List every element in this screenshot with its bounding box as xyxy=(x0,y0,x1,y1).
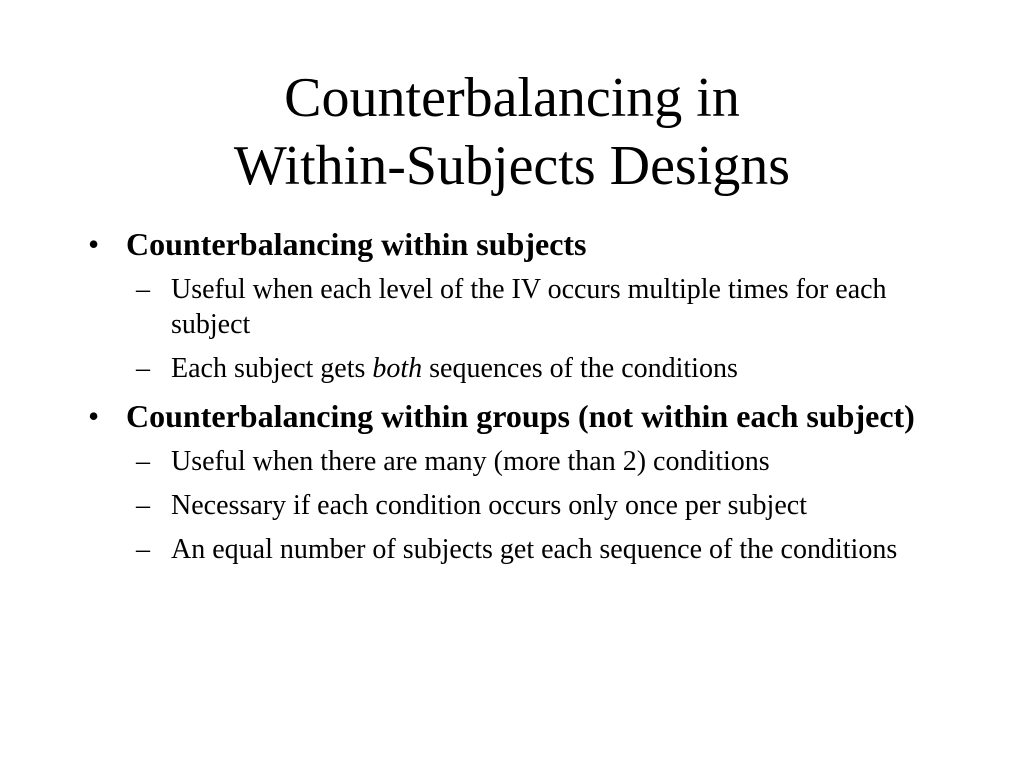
sub-text: Useful when there are many (more than 2) conditions xyxy=(171,446,770,477)
sub-list xyxy=(88,272,958,386)
bullet-marker: • xyxy=(88,226,100,262)
sub-text-after: sequences of the conditions xyxy=(422,353,738,384)
bullet-item xyxy=(88,224,958,264)
title-line-2: Within-Subjects Designs xyxy=(233,135,791,197)
sub-marker: – xyxy=(136,353,150,384)
sub-text: Useful when each level of the IV occurs multiple times for each subject xyxy=(171,274,887,340)
sub-text: Necessary if each condition occurs only once per subject xyxy=(171,490,807,521)
sub-item xyxy=(88,272,958,342)
sub-list xyxy=(88,444,958,567)
sub-item xyxy=(88,488,958,523)
sub-item xyxy=(88,444,958,479)
sub-text: An equal number of subjects get each sequence of the conditions xyxy=(171,534,898,565)
bullet-item xyxy=(88,396,958,436)
bullet-marker: • xyxy=(88,398,100,434)
sub-text-italic: both xyxy=(372,353,423,384)
slide-title xyxy=(0,64,1024,200)
sub-marker: – xyxy=(136,490,150,521)
sub-marker: – xyxy=(136,534,150,565)
sub-text-before: Each subject gets xyxy=(171,353,373,384)
sub-marker: – xyxy=(136,446,150,477)
bullet-text: Counterbalancing within subjects xyxy=(126,226,587,262)
bullet-list xyxy=(88,224,958,577)
sub-item xyxy=(88,351,958,386)
title-line-1: Counterbalancing in xyxy=(284,67,740,129)
sub-item xyxy=(88,532,958,567)
sub-marker: – xyxy=(136,274,150,305)
bullet-text: Counterbalancing within groups (not within each subject) xyxy=(126,398,915,434)
